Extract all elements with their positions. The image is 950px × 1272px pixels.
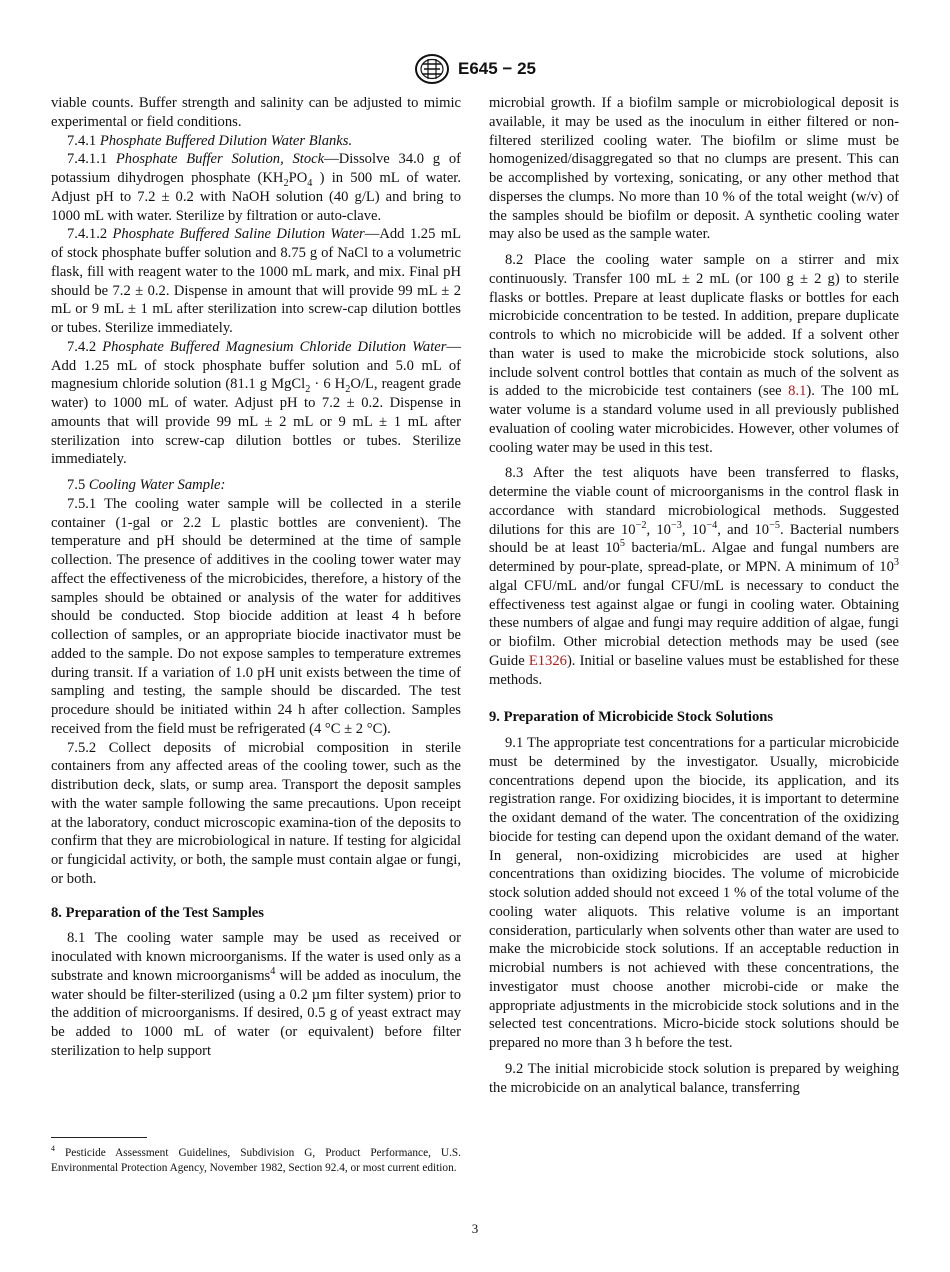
section-8-2: 8.2 Place the cooling water sample on a stirrer and mix continuously. Transfer 100 mL ± 2 mL (or 100 g ± 2 g) to sterile flasks or bottles. Prepare at least duplicate flasks or bottles for each microbicide concentration to be tested. In addition, prepare duplicate controls to which no microbicide will be added. If a solvent other than water is used to make the microbicide stock solutions, also include solvent control bottles that contain as much of the solvent as is added to the microbicide test containers (see 8.1). The 100 mL water volume is a standard volume used in all previously published evaluation of cooling water microbicides. However, other volumes of cooling water may be used in this test. bbox=[489, 252, 899, 456]
page-number: 3 bbox=[471, 1221, 479, 1236]
section-8-1: 8.1 The cooling water sample may be used as received or inoculated with known microorganisms. If the water is used only as a substrate and known microorganisms$^4$ will be added as inoculum, the water should be filter-sterilized (using a 0.2 µm filter system) prior to the addition of microorganisms. If desired, 0.5 g of yeast extract may be added to 1000 mL of water (or equivalent) before filter sterilization to help support bbox=[51, 930, 461, 1059]
section-heading-8: 8. Preparation of the Test Samples bbox=[51, 904, 264, 921]
section-7-5: 7.5 Cooling Water Sample: bbox=[67, 477, 226, 493]
section-9-2: 9.2 The initial microbicide stock solution is prepared by weighing the microbicide on an analytical balance, transferring bbox=[489, 1060, 899, 1096]
section-7-4-2: 7.4.2 Phosphate Buffered Magnesium Chloride Dilution Water—Add 1.25 mL of stock phosphate buffer solution and 5.0 mL of magnesium chloride solution (81.1 g MgCl$_2$ · 6 $H_2O/L$, reagent grade water) to 1000 mL of water. Adjust pH to 7.2 ± 0.2. Dispense in amounts that will provide 99 mL ± 2 mL or 9 mL ± 1 mL after sterilization into screw-cap dilution bottles or tubes. Sterilize immediately. bbox=[51, 338, 461, 468]
paragraph-continued: microbial growth. If a biofilm sample or microbiological deposit is available, it may be used as the inoculum in either filtered or non-filtered sterilized cooling water. The biofilm or slime must be homogenized/disaggregated so that no clumps are present. This can be accomplished by vortexing, sonicating, or any other method that disperses the clumps. No more than 10 % of the total weight (w/v) of the samples should be biofilm or deposit. A synthetic cooling water may also be used as the sample water. bbox=[489, 95, 899, 243]
footnote: $^4$ Pesticide Assessment Guidelines, Subdivision G, Product Performance, U.S. Environmental Protection Agency, November 1982, Section 92.4, or most current edition. bbox=[51, 1144, 461, 1174]
guide-reference-link[interactable]: E1326 bbox=[528, 652, 567, 669]
cross-reference-link[interactable]: 8.1 bbox=[788, 383, 807, 400]
section-9-1: 9.1 The appropriate test concentrations for a particular microbicide must be determined by the investigator. Usually, microbicide concentrations depend upon the biocide, its application, and its registration range. For oxidizing biocides, it is important to determine the oxidant demand of the water. The concentration of the oxidizing biocide for testing can depend upon the oxidant demand of the water. In general, non-oxidizing microbicides are used at higher concentrations than oxidizing biocides. The volume of microbicide stock solution added should not exceed 1 % of the total volume of the cooling water aliquots. This relative volume is an important consideration, particularly when solvents other than water are used to make the microbicide stock solutions. If an acceptable reduction in microbial numbers is not achieved with these concentrations, the investigator must choose another microbi-cide or make the appropriate adjustments in the microbicide stock solutions and in the selected test concentrations. Micro-bicide stock solutions should be prepared no more than 3 h before the test. bbox=[489, 735, 899, 1051]
section-7-4-1-2: 7.4.1.2 Phosphate Buffered Saline Dilution Water—Add 1.25 mL of stock phosphate buffer solution and 8.75 g of NaCl to a volumetric flask, fill with reagent water to the 1000 mL mark, and mix. Final pH should be 7.2 ± 0.2. Dispense in amount that will provide 99 mL ± 2 mL or 9 mL ± 1 mL after sterilization into screw-cap dilution bottles or tubes. Sterilize immediately. bbox=[51, 226, 461, 336]
section-8-3: 8.3 After the test aliquots have been transferred to flasks, determine the viable count of microorganisms in the control flask in accordance with standard microbiological methods. Suggested dilutions for this are $10^{-2}$, $10^{-3}$, $10^{-4}$, and $10^{-5}$. Bacterial numbers should be at least $10^5$ bacteria/mL. Algae and fungal numbers are determined by pour-plate, spread-plate, or MPN. A minimum of $10^3$ algal CFU/mL and/or fungal CFU/mL is necessary to conduct the effectiveness test against algae or fungi in cooling water. Obtaining these numbers of algae and fungi may require addition of algae, fungi or biofilm. Other microbial detection methods may be used (see Guide E1326). Initial or baseline values must be established for these methods. bbox=[489, 465, 900, 688]
section-7-5-2: 7.5.2 Collect deposits of microbial composition in sterile containers from any affected areas of the cooling tower, such as the distribution deck, slats, or sump area. Transport the deposit samples with the water sample following the same precautions. Upon receipt at the laboratory, conduct microscopic examina-tion of the deposits to confirm that they are microbiological in nature. If testing for algicidal or fungicidal activity, or both, the sample must contain algae or fungi, or both. bbox=[51, 739, 461, 887]
section-7-5-1: 7.5.1 The cooling water sample will be collected in a sterile container (1-gal or 2.2 L plastic bottles are convenient). The temperature and pH should be determined at the time of sample collection. The presence of additives in the cooling tower water may affect the effectiveness of the microbicides, therefore, a history of the samples should be obtained or analysis of the water for additives should be conducted. Stop biocide addition at least 4 h before collection of samples, or an appropriate biocide inactivator must be added to the sample. Do not expose samples to temperature extremes during transit. If a variation of 1.0 pH unit exists between the time of sampling and testing, the sample should be discarded. The test procedure should be initiated within 24 h after collection. Samples received from the field must be refrigerated (4 °C ± 2 °C). bbox=[51, 495, 461, 737]
section-heading-9: 9. Preparation of Microbicide Stock Solutions bbox=[489, 709, 774, 726]
paragraph-continued: viable counts. Buffer strength and salinity can be adjusted to mimic experimental or field conditions. bbox=[51, 95, 461, 130]
left-column bbox=[51, 94, 461, 1061]
footnote-ref[interactable]: 4 bbox=[270, 965, 276, 977]
astm-logo-icon bbox=[414, 53, 450, 85]
footnote-divider bbox=[51, 1137, 147, 1138]
section-7-4-1: 7.4.1 Phosphate Buffered Dilution Water Blanks. bbox=[67, 132, 353, 149]
section-7-4-1-1: 7.4.1.1 Phosphate Buffer Solution, Stock—Dissolve 34.0 g of potassium dihydrogen phosphate ($KH_2PO_4$ ) in 500 mL of water. Adjust pH to 7.2 ± 0.2 with NaOH solution (40 g/L) and bring to 1000 mL with water. Sterilize by filtration or auto-clave. bbox=[51, 151, 462, 224]
right-column bbox=[489, 94, 899, 1097]
document-designation: E645 − 25 bbox=[458, 59, 536, 78]
page-header bbox=[0, 52, 950, 86]
